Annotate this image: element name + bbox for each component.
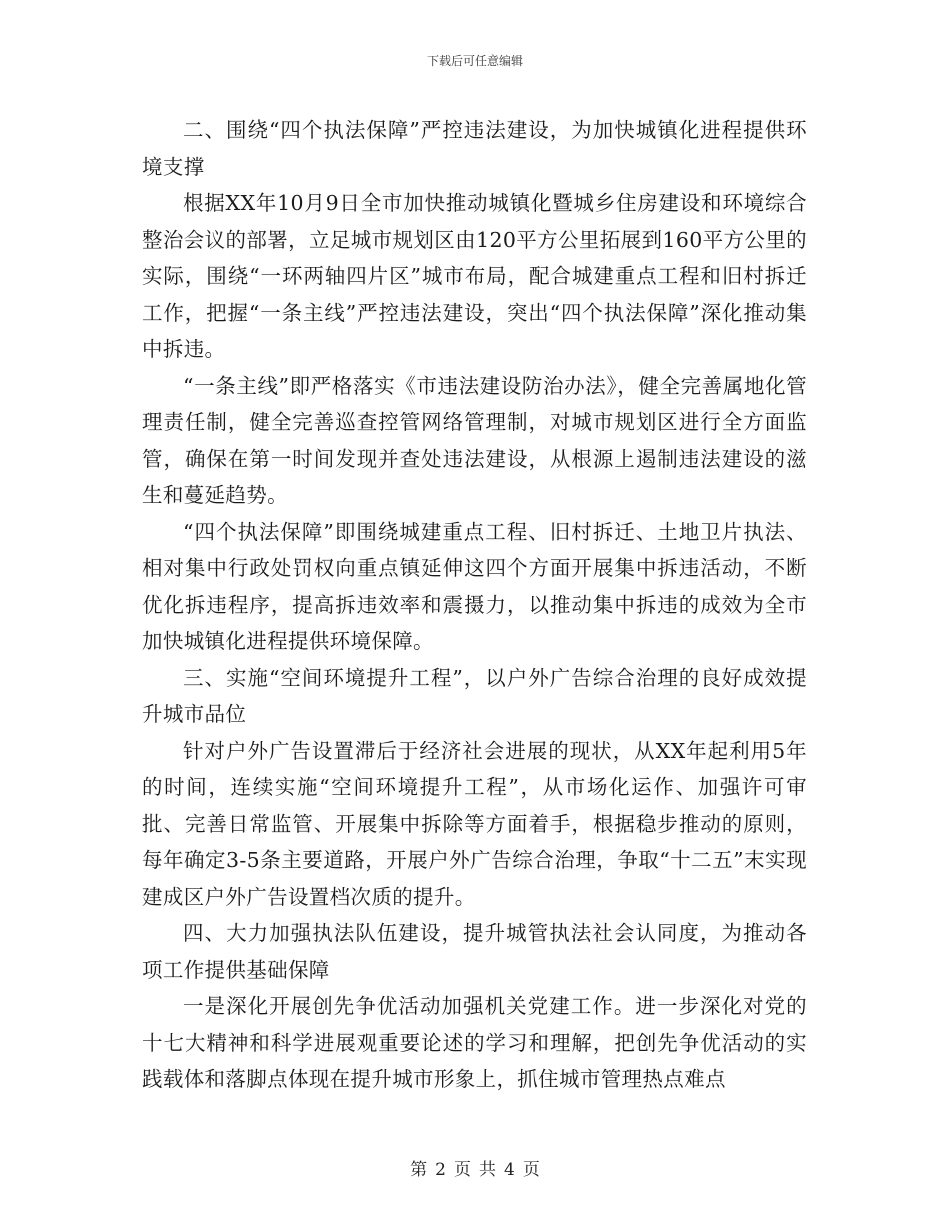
document-body — [142, 112, 807, 1098]
total-label: 共 — [479, 1160, 496, 1180]
paragraph: 一是深化开展创先争优活动加强机关党建工作。进一步深化对党的十七大精神和科学进展观重要论述的学习和理解，把创先争优活动的实践载体和落脚点体现在提升城市形象上，抓住城市管理热点难点 — [142, 994, 807, 1091]
page-header-note: 下载后可任意编辑 — [426, 54, 523, 68]
paragraph: 针对户外广告设置滞后于经济社会进展的现状，从XX年起利用5年的时间，连续实施“空间环境提升工程”，从市场化运作、加强许可审批、完善日常监管、开展集中拆除等方面着手，根据稳步推动的原则，每年确定3-5条主要道路，开展户外广告综合治理，争取“十二五”末实现建成区户外广告设置档次质的提升。 — [142, 738, 807, 909]
section-heading-2: 二、围绕“四个执法保障”严控违法建设，为加快城镇化进程提供环境支撑 — [142, 118, 807, 179]
page-number-footer — [0, 1155, 950, 1180]
total-unit: 页 — [522, 1160, 540, 1180]
section-heading-3: 三、实施“空间环境提升工程”，以户外广告综合治理的良好成效提升城市品位 — [142, 665, 807, 726]
paragraph: “一条主线”即严格落实《市违法建设防治办法》，健全完善属地化管理责任制，健全完善巡查控管网络管理制，对城市规划区进行全方面监管，确保在第一时间发现并查处违法建设，从根源上遏制违法建设的滋生和蔓延趋势。 — [142, 373, 807, 507]
paragraph: “四个执法保障”即围绕城建重点工程、旧村拆迁、土地卫片执法、相对集中行政处罚权向重点镇延伸这四个方面开展集中拆违活动，不断优化拆违程序，提高拆违效率和震摄力，以推动集中拆违的成效为全市加快城镇化进程提供环境保障。 — [142, 519, 807, 653]
page-total: 4 — [504, 1160, 515, 1180]
page-unit: 页 — [454, 1160, 471, 1180]
page-current: 2 — [435, 1160, 446, 1180]
page-label: 第 — [410, 1160, 428, 1180]
section-heading-4: 四、大力加强执法队伍建设，提升城管执法社会认同度，为推动各项工作提供基础保障 — [142, 921, 807, 982]
paragraph: 根据XX年10月9日全市加快推动城镇化暨城乡住房建设和环境综合整治会议的部署，立足城市规划区由120平方公里拓展到160平方公里的实际，围绕“一环两轴四片区”城市布局，配合城建重点工程和旧村拆迁工作，把握“一条主线”严控违法建设，突出“四个执法保障”深化推动集中拆违。 — [142, 191, 807, 361]
